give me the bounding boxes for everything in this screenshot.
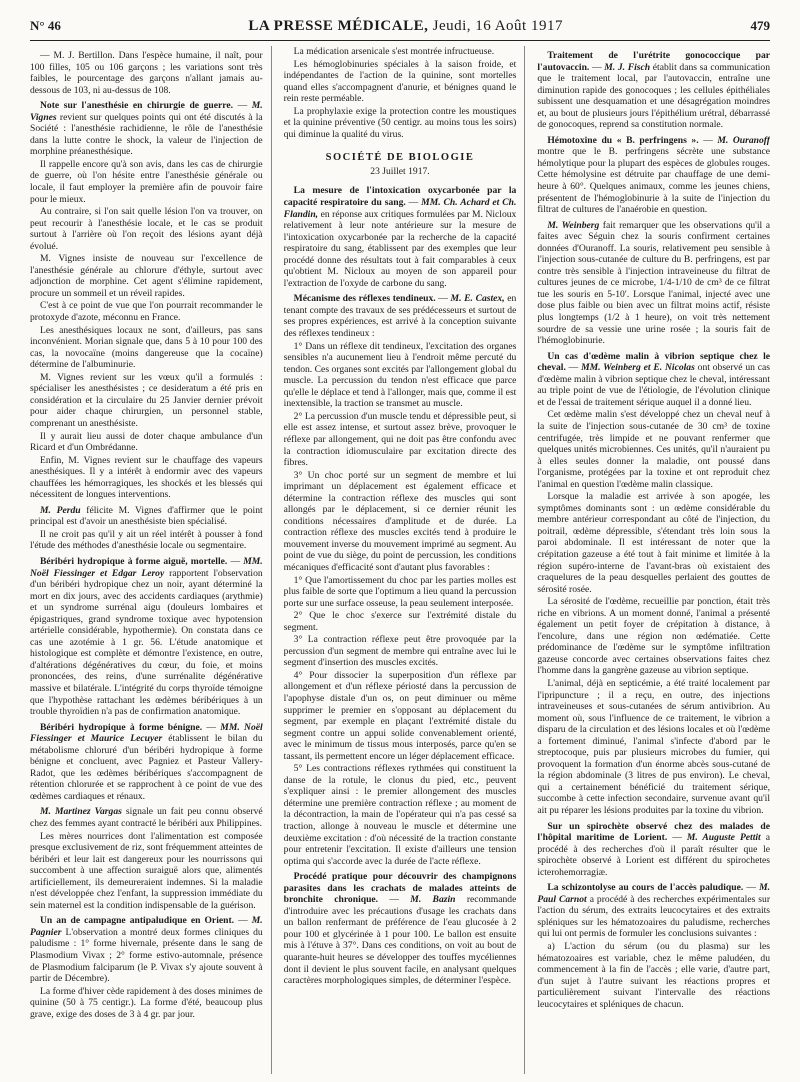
paragraph: Les mères nourrices dont l'alimentation est composée presque exclusivement de riz, sont fréquemment atteintes de béribéri et leur lait est dangereux pour les nourrissons qui succombent à une affection suraiguë alors que, alimentés artificiellement, ils demeureraient indemnes. Si la maladie n'est développée chez l'enfant, la suppression immédiate du sein maternel est la condition indispensable de la guérison. — [30, 830, 263, 911]
journal-title: LA PRESSE MÉDICALE, — [248, 18, 429, 34]
entry-text: fait remarquer que les observations qu'il a faites avec Séguin chez la souris confirment certaines données d'Ouranoff. La souris, relativement peu sensible à l'injection sous-cutanée de culture du B. perfringens, est par contre très sensible à l'injection intraveineuse du filtrat de cultures jeunes de ce microbe, 1/4-1/10 de cm³ de ce filtrat tue les souris en 5-10′. Lorsque l'animal, injecté avec une dose plus faible ou bien avec un filtrat moins actif, résiste plus longtemps (1/2 à 1 heure), on voit très nettement sourdre de sa vessie une urine rosée ; la souris fait de l'hémoglobinurie. — [537, 219, 771, 347]
entry-headline: Sur un spirochète observé chez des malades de l'hôpital maritime de Lorient. — [537, 820, 771, 844]
column-right — [537, 46, 770, 1074]
entry-text: recommande d'introduire avec les précautions d'usage les crachats dans un ballon renfermant de préférence de l'eau glucosée à 2 pour 100 et glycérinée à 1 pour 100. Le ballon est ensuite mis à l'étuve à 37°. Dans ces conditions, on voit au bout de quarante-huit heures se développer des touffes mycéliennes dont il devient le plus souvent facile, en analysant quelques caractères morphologiques simples, de déterminer l'espèce. — [283, 894, 517, 987]
paragraph: 1° Que l'amortissement du choc par les parties molles est plus faible de sorte que l'optimum a lieu quand la percussion porte sur une surface osseuse, la peau seulement interposée. — [283, 574, 517, 609]
paragraph: M. Vignes revient sur les vœux qu'il a formulés : spécialiser les anesthésistes ; ce desideratum a été pris en considération et la circulaire du 25 Janvier dernier prévoit pour aider chaque chirurgien, un personnel stable, comprenant un anesthésiste. — [30, 371, 263, 429]
paragraph: Enfin, M. Vignes revient sur le chauffage des vapeurs anesthésiques. Il y a intérêt à endormir avec des vapeurs chauffées les hémorragiques, les shockés et les blessés qui nécessitent de longues interventions. — [30, 454, 263, 501]
paragraph: Les hémoglobinuries spéciales à la saison froide, et indépendantes de l'action de la quinine, sont mortelles quand elles s'accompagnent d'anurie, et bénignes quand le rein reste perméable. — [283, 58, 517, 105]
entry-author: M. Weinberg — [547, 219, 600, 231]
entry-author: M. J. Fisch — [604, 61, 651, 73]
article-entry — [537, 220, 770, 347]
paragraph: Cet œdème malin s'est développé chez un cheval neuf à la suite de l'injection sous-cutanée de 30 cm³ de toxine centrifugée, très limpide et ne pouvant renfermer que quelques unités microbiennes. Ces unités, qu'il n'auraient pu à elles seules donner la maladie, ont poussé dans l'organisme, protégées par la toxine et ont reproduit chez l'animal en question l'œdème malin classique. — [537, 409, 771, 490]
entry-text: signale un fait peu connu observé chez des femmes ayant contracté le béribéri aux Philippines. — [30, 806, 263, 829]
entry-author: M. Paul Carnot — [537, 882, 771, 905]
entry-headline: Traitement de l'urétrite gonococcique par l'autovaccin. — [537, 50, 771, 73]
paragraph: 2° Que le choc s'exerce sur l'extrémité distale du segment. — [283, 610, 517, 633]
article-entry: Procédé pratique pour découvrir des champignons parasites dans les crachats de malades atteints de bronchite chronique. — M. Bazin recommande d'introduire avec les précautions d'usage les crachats dans un ballon renfermant de préférence de l'eau glucosée à 2 pour 100 et glycérinée à 1 pour 100. Le ballon est ensuite mis à l'étuve à 37°. Dans ces conditions, on voit au bout de quarante-huit heures se développer des touffes mycéliennes dont il devient le plus souvent facile, en analysant quelques caractères morphologiques simples, de déterminer l'espèce. — [283, 871, 517, 987]
entry-headline: Procédé pratique pour découvrir des champignons parasites dans les crachats de malades atteints de bronchite chronique. — [283, 871, 517, 906]
column-middle — [284, 46, 526, 1074]
entry-text: a procédé à des recherches expérimentales sur l'action du sérum, des extraits leucocytaires et des extraits spléniques sur les hématozoaires du paludisme, recherches qui lui ont permis de formuler les conclusions suivantes : — [537, 893, 771, 940]
paragraph: 2° La percussion d'un muscle tendu et dépressible peut, si elle est assez intense, et surtout assez brève, provoquer le réflexe par allongement, qui ne doit pas être confondu avec la contraction idiomusculaire par excitation directe des fibres. — [283, 410, 517, 469]
entry-text: a procédé à des recherches d'où il paraît résulter que le spirochète observé à Lorient est différent du spirochetes icterohemorragiæ. — [537, 832, 771, 878]
entry-text: en réponse aux critiques formulées par M. Nicloux relativement à leur note antérieure sur la mesure de l'intoxication oxycarbonée par la recherche de la capacité respiratoire du sang, établissent par des exemples que leur procédé donne des résultats tout à fait comparables à ceux qu'obtient M. Nicloux au moyen de son appareil pour l'extraction de l'oxyde de carbone du sang. — [283, 208, 517, 289]
paragraph: C'est à ce point de vue que l'on pourrait recommander le protoxyde d'azote, méconnu en France. — [30, 300, 263, 324]
paragraph: Il ne croit pas qu'il y ait un réel intérêt à pousser à fond l'étude des méthodes d'anesthésie locale ou segmentaire. — [30, 528, 263, 552]
text-columns — [30, 46, 770, 1074]
entry-author: M. Vignes — [30, 100, 263, 123]
paragraph: 4° Pour dissocier la superposition d'un réflexe par allongement et d'un réflexe périosté dans la percussion de l'apophyse distale d'un os, on peut diminuer ou même supprimer le premier en s'opposant au déplacement du segment, par exemple en plaçant l'extrémité distale du segment contre un appui solide convenablement orienté, avec le minimum de tissus mous interposés, parce qu'en se tassant, ils permettent encore un léger déplacement efficace. — [283, 669, 517, 762]
paragraph: La médication arsenicale s'est montrée infructueuse. — [293, 46, 495, 57]
header-rule — [30, 40, 770, 41]
entry-author: M. Ouranoff — [717, 134, 770, 146]
paragraph: La sérosité de l'œdème, recueillie par ponction, était très riche en vibrions. A un moment donné, l'animal a présenté également un petit foyer de crépitation à distance, à l'encolure, dans une région non œdématiée. Cette prédominance de l'œdème sur le symptôme infiltration gazeuse concorde avec certaines observations faites chez l'homme dans la gangrène gazeuse au vibrion septique. — [537, 596, 771, 677]
entry-text: établissent le bilan du métabolisme chloruré d'un béribéri hydropique à forme bénigne et concluent, avec Pagniez et Pasteur Vallery-Radot, que les œdèmes béribériques s'accompagnent de rétention chlorurée et se rapprochent à ce point de vue des œdèmes cardiaques et rénaux. — [30, 733, 263, 802]
entry-text: félicite M. Vignes d'affirmer que le point principal est d'avoir un anesthésiste bien spécialisé. — [30, 504, 263, 528]
issue-date: Jeudi, 16 Août 1917 — [432, 18, 563, 34]
column-left — [30, 46, 272, 1074]
entry-headline: Béribéri hydropique à forme bénigne. — [40, 721, 203, 733]
entry-text: — M. J. Bertillon. Dans l'espèce humaine, il naît, pour 100 filles, 105 ou 106 garçons ; les variations sont très faibles, le pourcentage des garçons n'allant jamais au-dessous de 103, ni au-dessus de 108. — [30, 50, 263, 96]
paragraph: M. Vignes insiste de nouveau sur l'excellence de l'anesthésie générale au chlorure d'éthyle, surtout avec adjonction de morphine. Cet agent s'élimine rapidement, procure un sommeil et un réveil rapides. — [30, 253, 263, 299]
entry-text: revient sur quelques points qui ont été discutés à la Société : l'anesthésie rachidienne, le rôle de l'anesthésie dans la lutte contre le shock, la valeur de l'injection de morphine préanesthésique. — [30, 111, 263, 158]
paragraph: Il y aurait lieu aussi de doter chaque ambulance d'un Ricard et d'un Ombrédanne. — [30, 430, 263, 454]
entry-text: ont observé un cas d'œdème malin à vibrion septique chez le cheval, intéressant au triple point de vue de l'étiologie, de l'évolution clinique et de l'essai de traitement sérique auquel il a donné lieu. — [537, 362, 771, 408]
masthead-title — [248, 18, 563, 35]
issue-number: N° 46 — [30, 18, 61, 33]
entry-author: M. Perdu — [40, 504, 81, 516]
article-entry: Béribéri hydropique à forme bénigne. — MM. Noël Fiessinger et Maurice Lecuyer établissent le bilan du métabolisme chloruré d'un béribéri hydropique à forme bénigne et concluent, avec Pagniez et Pasteur Vallery-Radot, que les œdèmes béribériques s'accompagnent de rétention chlorurée et se rapprochent à ce point de vue des œdèmes cardiaques et rénaux. — [30, 721, 263, 802]
entry-text: L'observation a montré deux formes cliniques du paludisme : 1° forme hivernale, présente dans le sang de Plasmodium Vivax ; 2° forme estivo-automnale, présence de Plasmodium falciparum (le P. Vivax s'y ajoute souvent à partir de Décembre). — [30, 926, 263, 985]
article-entry — [30, 806, 263, 829]
article-entry: Traitement de l'urétrite gonococcique par l'autovaccin. — M. J. Fisch établit dans sa communication que le traitement local, par l'autovaccin, entraîne une diminution rapide des gonocoques ; les cellules épithéliales subissent une desquamation et une désagrégation moindres et, au bout de plusieurs jours l'épithélium urétral, débarrassé de gonocoques, reprend sa constitution normale. — [537, 50, 771, 131]
entry-headline: Hémotoxine du « B. perfringens ». — [547, 134, 699, 146]
paragraph: Au contraire, si l'on sait quelle lésion l'on va trouver, on peut recourir à l'anesthésie locale, et le cas se produit surtout à l'arrière où l'on reçoit des lésions ayant déjà évolué. — [30, 206, 263, 252]
article-entry: Mécanisme des réflexes tendineux. — M. E. Castex, en tenant compte des travaux de ses prédécesseurs et surtout de ses propres expériences, est arrivé à la conception suivante des réflexes tendineux : — [283, 293, 517, 340]
paragraph: 3° Un choc porté sur un segment de membre et lui imprimant un déplacement est également efficace et détermine la contraction réflexe des muscles qui sont allongés par le déplacement, si ce dernier réunit les conditions nécessaires d'amplitude et de durée. La contraction réflexe des muscles excités tend à produire le mouvement inverse du mouvement imprimé au segment. Au point de vue du siège, du point de percussion, les conditions mécaniques d'efficacité sont d'autant plus favorables : — [283, 469, 517, 573]
running-header — [30, 18, 770, 38]
entry-author: MM. Weinberg et E. Nicolas — [581, 362, 695, 374]
entry-headline: Un cas d'œdème malin à vibrion septique chez le cheval. — [537, 350, 771, 374]
section-date: 23 Juillet 1917. — [370, 165, 430, 177]
paragraph: L'animal, déjà en septicémie, a été traité localement par l'ipripuncture ; il a reçu, en outre, des injections intraveineuses et sous-cutanées de sérum antivibrion. Au moment où, sous l'influence de ce traitement, le vibrion a disparu de la circulation et des lésions locales et où l'œdème a fortement diminué, l'animal s'infecte d'abord par le streptocoque, puis par plusieurs microbes du fumier, qui provoquent la formation d'un énorme abcès sous-cutané de la région abdominale (3 litres de pus environ). Le cheval, qui a certainement bénéficié du traitement sérique, succombe à cette infection secondaire, survenue avant qu'il ait pu réparer les lésions produites par la toxine du vibrion. — [537, 677, 771, 816]
entry-author: MM. Noël Fiessinger et Edgar Leroy — [30, 555, 263, 579]
paragraph: La forme d'hiver cède rapidement à des doses minimes de quinine (50 à 75 centigr.). La forme d'été, beaucoup plus grave, exige des doses de 3 à 4 gr. par jour. — [30, 985, 263, 1020]
paragraph: a) L'action du sérum (ou du plasma) sur les hématozoaires est variable, chez le même paludéen, du commencement à la fin de l'accès ; elle varie, d'autre part, d'un sujet à l'autre suivant les réactions propres et particulièrement suivant l'intervalle des réactions leucocytaires et spléniques de chacun. — [537, 941, 771, 1010]
entry-author: M. E. Castex, — [450, 293, 505, 305]
paragraph: 3° La contraction réflexe peut être provoquée par la percussion d'un segment de membre qui entraîne avec lui le segment d'insertion des muscles excités. — [283, 634, 517, 669]
article-entry — [30, 50, 263, 96]
article-entry: Hémotoxine du « B. perfringens ». — M. Ouranoff montre que le B. perfringens sécrète une substance hémolytique pour la plupart des espèces de globules rouges. Cette hémolysine est détruite par chauffage de une demi-heure à 60°. Quelques animaux, comme les jeunes chiens, présentent de l'hémoglobinurie à la suite de l'injection du filtrat de cultures de l'anaérobie en question. — [537, 134, 771, 216]
entry-author: M. Pagnier — [30, 915, 263, 938]
entry-headline: La mesure de l'intoxication oxycarbonée par la capacité respiratoire du sang. — [283, 185, 517, 209]
entry-author: M. Bazin — [410, 894, 456, 906]
entry-text: montre que le B. perfringens sécrète une substance hémolytique pour la plupart des espèces de globules rouges. Cette hémolysine est détruite par chauffage de une demi-heure à 60°. Quelques animaux, comme les jeunes chiens, présentent de l'hémoglobinurie à la suite de l'injection du filtrat de cultures de l'anaérobie en question. — [537, 146, 771, 216]
article-entry: La schizontolyse au cours de l'accès paludique. — M. Paul Carnot a procédé à des recherches expérimentales sur l'action du sérum, des extraits leucocytaires et des extraits spléniques sur les hématozoaires du paludisme, recherches qui lui ont permis de formuler les conclusions suivantes : — [537, 882, 771, 940]
entry-headline: Béribéri hydropique à forme aiguë, mortelle. — [40, 555, 228, 567]
entry-author: M. Auguste Pettit — [686, 832, 761, 844]
paragraph: Lorsque la maladie est arrivée à son apogée, les symptômes dominants sont : un œdème considérable du membre antérieur correspondant au côté de l'injection, du poitrail, œdème dépressible, s'étendant très loin sous la paroi abdominale. Il est intéressant de noter que la crépitation gazeuse a été tout à fait minime et limitée à la région supéro-interne de l'avant-bras où existaient des craquelures de la peau desquelles perlaient des gouttes de sérosité rosée. — [537, 491, 771, 595]
entry-text: en tenant compte des travaux de ses prédécesseurs et surtout de ses propres expériences, est arrivé à la conception suivante des réflexes tendineux : — [283, 293, 517, 340]
paragraph: Les anesthésiques locaux ne sont, d'ailleurs, pas sans inconvénient. Morian signale que, dans 5 à 10 pour 100 des cas, la novocaïne (moins dangereuse que la cocaïne) détermine de l'albuminurie. — [30, 324, 263, 371]
article-entry: La mesure de l'intoxication oxycarbonée par la capacité respiratoire du sang. — MM. Ch. Achard et Ch. Flandin, en réponse aux critiques formulées par M. Nicloux relativement à leur note antérieure sur la mesure de l'intoxication oxycarbonée par la recherche de la capacité respiratoire du sang, établissent par des exemples que leur procédé donne des résultats tout à fait comparables à ceux qu'obtient M. Nicloux au moyen de son appareil pour l'extraction de l'oxyde de carbone du sang. — [283, 185, 517, 289]
article-entry: Un an de campagne antipaludique en Orient. — M. Pagnier L'observation a montré deux formes cliniques du paludisme : 1° forme hivernale, présente dans le sang de Plasmodium Vivax ; 2° forme estivo-automnale, présence de Plasmodium falciparum (le P. Vivax s'y ajoute souvent à partir de Décembre). — [30, 915, 263, 985]
entry-author: MM. Noël Fiessinger et Maurice Lecuyer — [30, 721, 263, 745]
entry-headline: Mécanisme des réflexes tendineux. — [293, 293, 436, 305]
entry-headline: La schizontolyse au cours de l'accès paludique. — [547, 882, 744, 894]
article-entry: Béribéri hydropique à forme aiguë, mortelle. — MM. Noël Fiessinger et Edgar Leroy rapportent l'observation d'un béribéri hydropique chez un noir, ayant déterminé la mort en dix jours, avec des accidents cardiaques (arythmie) et un syndrome surrénal aigu (douleurs lombaires et épigastriques, grand syndrome toxique avec hypotension artérielle considérable, hypothermie). On constata dans ce cas une azotémie à 1 gr. 56. L'étude anatomique et histologique est complète et démontre l'existence, en outre, d'altérations dégénératives du cœur, du foie, et moins prononcées, des reins, d'une surrénalite dégénérative massive et bilatérale. L'intégrité du corps thyroïde témoigne que l'hypothèse rattachant les œdèmes béribériques à un trouble thyroïdien n'a pas de confirmation anatomique. — [30, 555, 263, 718]
section-heading: SOCIÉTÉ DE BIOLOGIE — [325, 152, 475, 164]
paragraph: 5° Les contractions réflexes rythmées qui constituent la danse de la rotule, le clonus du pied, etc., peuvent s'expliquer ainsi : le premier allongement des muscles détermine une première contraction réflexe ; au moment de la décontraction, la main de l'opérateur qui n'a pas cessé sa traction, allonge à nouveau le muscle et détermine une deuxième excitation : d'où nécessité de la traction constante pour entretenir l'excitation. Il existe d'ailleurs une tension optima qui s'accorde avec la durée de l'acte réflexe. — [283, 763, 517, 867]
paragraph: 1° Dans un réflexe dit tendineux, l'excitation des organes sensibles n'a aucunement lieu à l'endroit même percuté du tendon. Ces organes sont excités par l'allongement global du muscle. La percussion du tendon n'est efficace que parce qu'elle le déplace et tend à l'allonger, mais que, comme il est inextensible, la traction se transmet au muscle. — [283, 340, 517, 410]
entry-headline: Note sur l'anesthésie en chirurgie de guerre. — [40, 100, 234, 112]
paragraph: Il rappelle encore qu'à son avis, dans les cas de chirurgie de guerre, où l'on hésite entre l'anesthésie générale ou locale, il faut employer la première afin de pouvoir faire pour le mieux. — [30, 158, 263, 205]
article-entry — [30, 505, 263, 528]
entry-text: rapportent l'observation d'un béribéri hydropique chez un noir, ayant déterminé la mort en dix jours, avec des accidents cardiaques (arythmie) et un syndrome surrénal aigu (douleurs lombaires et épigastriques, grand syndrome toxique avec hypotension artérielle considérable, hypothermie). On constata dans ce cas une azotémie à 1 gr. 56. L'étude anatomique et histologique est complète et démontre l'existence, en outre, d'altérations dégénératives du cœur, du foie, et moins prononcées, des reins, d'une surrénalite dégénérative massive et bilatérale. L'intégrité du corps thyroïde témoigne que l'hypothèse rattachant les œdèmes béribériques à un trouble thyroïdien n'a pas de confirmation anatomique. — [30, 567, 263, 718]
article-entry: Note sur l'anesthésie en chirurgie de guerre. — M. Vignes revient sur quelques points qui ont été discutés à la Société : l'anesthésie rachidienne, le rôle de l'anesthésie dans la lutte contre le shock, la valeur de l'injection de morphine préanesthésique. — [30, 100, 263, 158]
entry-text: établit dans sa communication que le traitement local, par l'autovaccin, entraîne une diminution rapide des gonocoques ; les cellules épithéliales subissent une desquamation et une désagrégation moindres et, au bout de plusieurs jours l'épithélium urétral, débarrassé de gonocoques, reprend sa constitution normale. — [537, 61, 771, 131]
entry-author: MM. Ch. Achard et Ch. Flandin, — [283, 197, 517, 220]
article-entry: Sur un spirochète observé chez des malades de l'hôpital maritime de Lorient. — M. Auguste Pettit a procédé à des recherches d'où il paraît résulter que le spirochète observé à Lorient est différent du spirochetes icterohemorragiæ. — [537, 820, 771, 878]
article-entry: Un cas d'œdème malin à vibrion septique chez le cheval. — MM. Weinberg et E. Nicolas ont observé un cas d'œdème malin à vibrion septique chez le cheval, intéressant au triple point de vue de l'étiologie, de l'évolution clinique et de l'essai de traitement sérique auquel il a donné lieu. — [537, 350, 771, 408]
page-number: 479 — [750, 18, 770, 33]
entry-headline: Un an de campagne antipaludique en Orient. — [40, 915, 235, 927]
paragraph: La prophylaxie exige la protection contre les moustiques et la quinine préventive (50 centigr. au moins tous les soirs) qui diminue la qualité du virus. — [283, 105, 517, 140]
entry-author: M. Martinez Vargas — [40, 806, 122, 818]
